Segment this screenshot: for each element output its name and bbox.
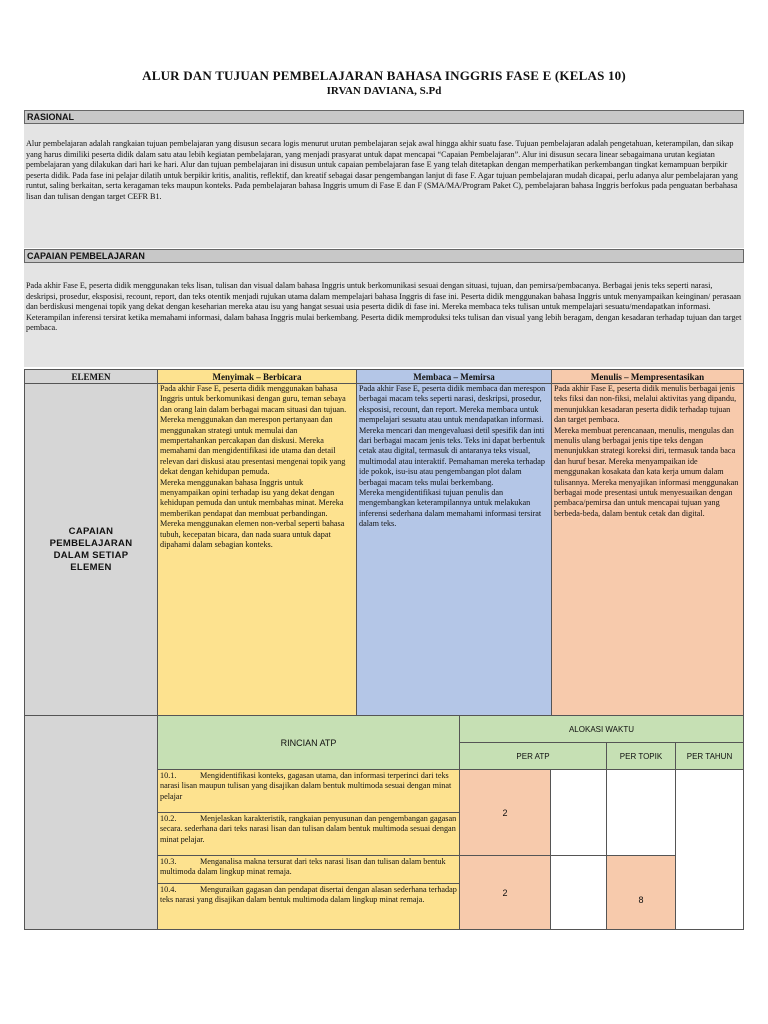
rasional-heading: RASIONAL bbox=[24, 110, 744, 124]
per-atp-header: PER ATP bbox=[459, 742, 607, 770]
per-topik-empty-cell bbox=[606, 769, 676, 856]
atp-text: Menguraikan gagasan dan pendapat disertai dengan alasan sederhana terhadap teks narasi yang disajikan dalam bentuk multimoda dalam lingkup minat remaja. bbox=[160, 885, 457, 905]
per-topik-header: PER TOPIK bbox=[606, 742, 676, 770]
alokasi-waktu-header: ALOKASI WAKTU bbox=[459, 715, 744, 743]
author-name: IRVAN DAVIANA, S.Pd bbox=[326, 85, 442, 97]
atp-number: 10.1. bbox=[160, 771, 177, 780]
per-atp-value: 2 bbox=[459, 855, 551, 930]
per-atp-empty-cell bbox=[550, 855, 607, 930]
menulis-mempresentasikan-text: Pada akhir Fase E, peserta didik menulis berbagai jenis teks fiksi dan non-fiksi, melalui aktivitas yang dipandu, menunjukkan kesadaran peserta didik terhadap tujuan dan target pembaca. Mereka membuat perencanaan, menulis, mengulas dan menulis ulang berbagai jenis tipe teks dengan menunjukkan strategi koreksi diri, termasuk tanda baca dan huruf besar. Mereka menyampaikan ide menggunakan kosakata dan kata kerja umum dalam tulisannya. Mereka menyajikan informasi menggunakan berbagai mode presentasi untuk menyesuaikan dengan pembaca/pemirsa dan untuk mencapai tujuan yang berbeda-beda, dalam bentuk cetak dan digital. bbox=[551, 383, 744, 716]
document-title: ALUR DAN TUJUAN PEMBELAJARAN BAHASA INGGRIS FASE E (KELAS 10) bbox=[142, 68, 626, 83]
atp-row bbox=[157, 769, 460, 813]
atp-number: 10.3. bbox=[160, 857, 177, 866]
atp-row bbox=[157, 812, 460, 856]
atp-text: Menjelaskan karakteristik, rangkaian penyusunan dan pengembangan gagasan secara. sederhana dari teks narasi lisan dan tulisan dalam bentuk multimoda sesuai dengan minat pelajar. bbox=[160, 814, 457, 844]
atp-text: Mengidentifikasi konteks, gagasan utama, dan informasi terperinci dari teks narasi lisan maupun tulisan yang disajikan dalam bentuk multimoda sesuai dengan minat pelajar bbox=[160, 771, 452, 801]
per-tahun-empty-cell bbox=[675, 769, 744, 930]
membaca-header: Membaca – Memirsa bbox=[356, 369, 552, 384]
capaian-body: Pada akhir Fase E, peserta didik menggunakan teks lisan, tulisan dan visual dalam bahasa Inggris untuk berkomunikasi sesuai dengan situasi, tujuan, dan pemirsa/pembacanya. Berbagai jenis teks seperti narasi, deskripsi, prosedur, eksposisi, recount, report, dan teks otentik menjadi rujukan utama dalam mempelajari bahasa Inggris di fase ini. Peserta didik menggunakan bahasa Inggris untuk menyampaikan keinginan/ perasaan dan berdiskusi mengenai topik yang dekat dengan keseharian mereka atau isu yang hangat sesuai usia peserta didik di fase ini. Mereka membaca teks tulisan untuk mempelajari sesuatu/mendapatkan informasi. Keterampilan inferensi tersirat ketika memahami informasi, dalam bahasa Inggris mulai berkembang. Peserta didik memproduksi teks tulisan dan visual yang lebih beragam, dengan kesadaran terhadap tujuan dan target pembaca. bbox=[24, 263, 744, 367]
atp-number: 10.4. bbox=[160, 885, 177, 894]
capaian-heading: CAPAIAN PEMBELAJARAN bbox=[24, 249, 744, 263]
per-topik-value: 8 bbox=[606, 855, 676, 930]
membaca-memirsa-text: Pada akhir Fase E, peserta didik membaca dan merespon berbagai macam teks seperti narasi, deskripsi, prosedur, eksposisi, recount, dan report. Mereka membaca untuk mempelajari sesuatu atau untuk mendapatkan informasi. Mereka mencari dan mengevaluasi detil spesifik dan inti dari berbagai macam jenis teks. Teks ini dapat berbentuk cetak atau digital, termasuk di antaranya teks visual, multimodal atau interaktif. Pemahaman mereka terhadap ide pokok, isu-isu atau pengembangan plot dalam berbagai macam teks mulai berkembang. Mereka mengidentifikasi tujuan penulis dan mengembangkan keterampilannya untuk melakukan inferensi sederhana dalam memahami informasi tersirat dalam teks. bbox=[356, 383, 552, 716]
rincian-atp-header: RINCIAN ATP bbox=[157, 715, 460, 770]
rasional-body: Alur pembelajaran adalah rangkaian tujuan pembelajaran yang disusun secara logis menurut urutan pembelajaran sejak awal hingga akhir suatu fase. Tujuan pembelajaran adalah pengetahuan, keterampilan, dan sikap yang harus dimiliki peserta didik dalam satu atau lebih kegiatan pembelajaran, yang menjadi prasyarat untuk dapat mencapai “Capaian Pembelajaran”. Alur ini disusun secara linear sebagaimana urutan kegiatan pembelajaran yang dilakukan dari hari ke hari. Alur dan tujuan pembelajaran ini disusun untuk capaian pembelajaran fase E yang telah ditetapkan dengan memperhatikan perkembangan tingkat kemampuan berpikir peserta didik. Pada fase ini pelajar dilatih untuk berpikir kritis, analitis, reflektif, dan kreatif sebagai dasar pengembangan lanjut di fase F. Agar tujuan pembelajaran mudah dicapai, perlu adanya alur pembelajaran yang runtut, saling berkaitan, serta keragaman teks maupun konteks. Pada pembelajaran bahasa Inggris umum di Fase E dan F (SMA/MA/Program Paket C), pembelajaran bahasa Inggris berfokus pada penguatan berbahasa lisan dan tulisan dengan target CEFR B1. bbox=[24, 124, 744, 248]
menyimak-berbicara-text: Pada akhir Fase E, peserta didik menggunakan bahasa Inggris untuk berkomunikasi dengan guru, teman sebaya dan orang lain dalam berbagai macam situasi dan tujuan. Mereka menggunakan dan merespon pertanyaan dan menggunakan strategi untuk memulai dan mempertahankan percakapan dan diskusi. Mereka memahami dan mengidentifikasi ide utama dan detail relevan dari diskusi atau presentasi mengenai topik yang dekat dengan kehidupan pemuda. Mereka menggunakan bahasa Inggris untuk menyampaikan opini terhadap isu yang dekat dengan kehidupan pemuda dan untuk membahas minat. Mereka memberikan pendapat dan membuat perbandingan. Mereka menggunakan elemen non-verbal seperti bahasa tubuh, kecepatan bicara, dan nada suara untuk dapat dipahami dalam sebagian konteks. bbox=[157, 383, 357, 716]
per-tahun-header: PER TAHUN bbox=[675, 742, 744, 770]
per-atp-value: 2 bbox=[459, 769, 551, 856]
menulis-header: Menulis – Mempresentasikan bbox=[551, 369, 744, 384]
per-atp-empty-cell bbox=[550, 769, 607, 856]
atp-text: Menganalisa makna tersurat dari teks narasi lisan dan tulisan dalam bentuk multimoda dalam lingkup minat remaja. bbox=[160, 857, 446, 877]
capaian-elemen-label: CAPAIAN PEMBELAJARAN DALAM SETIAP ELEMEN bbox=[24, 383, 158, 716]
atp-row bbox=[157, 883, 460, 930]
atp-row bbox=[157, 855, 460, 884]
atp-left-gray-cell bbox=[24, 715, 158, 930]
elemen-header: ELEMEN bbox=[24, 369, 158, 384]
atp-number: 10.2. bbox=[160, 814, 177, 823]
menyimak-header: Menyimak – Berbicara bbox=[157, 369, 357, 384]
